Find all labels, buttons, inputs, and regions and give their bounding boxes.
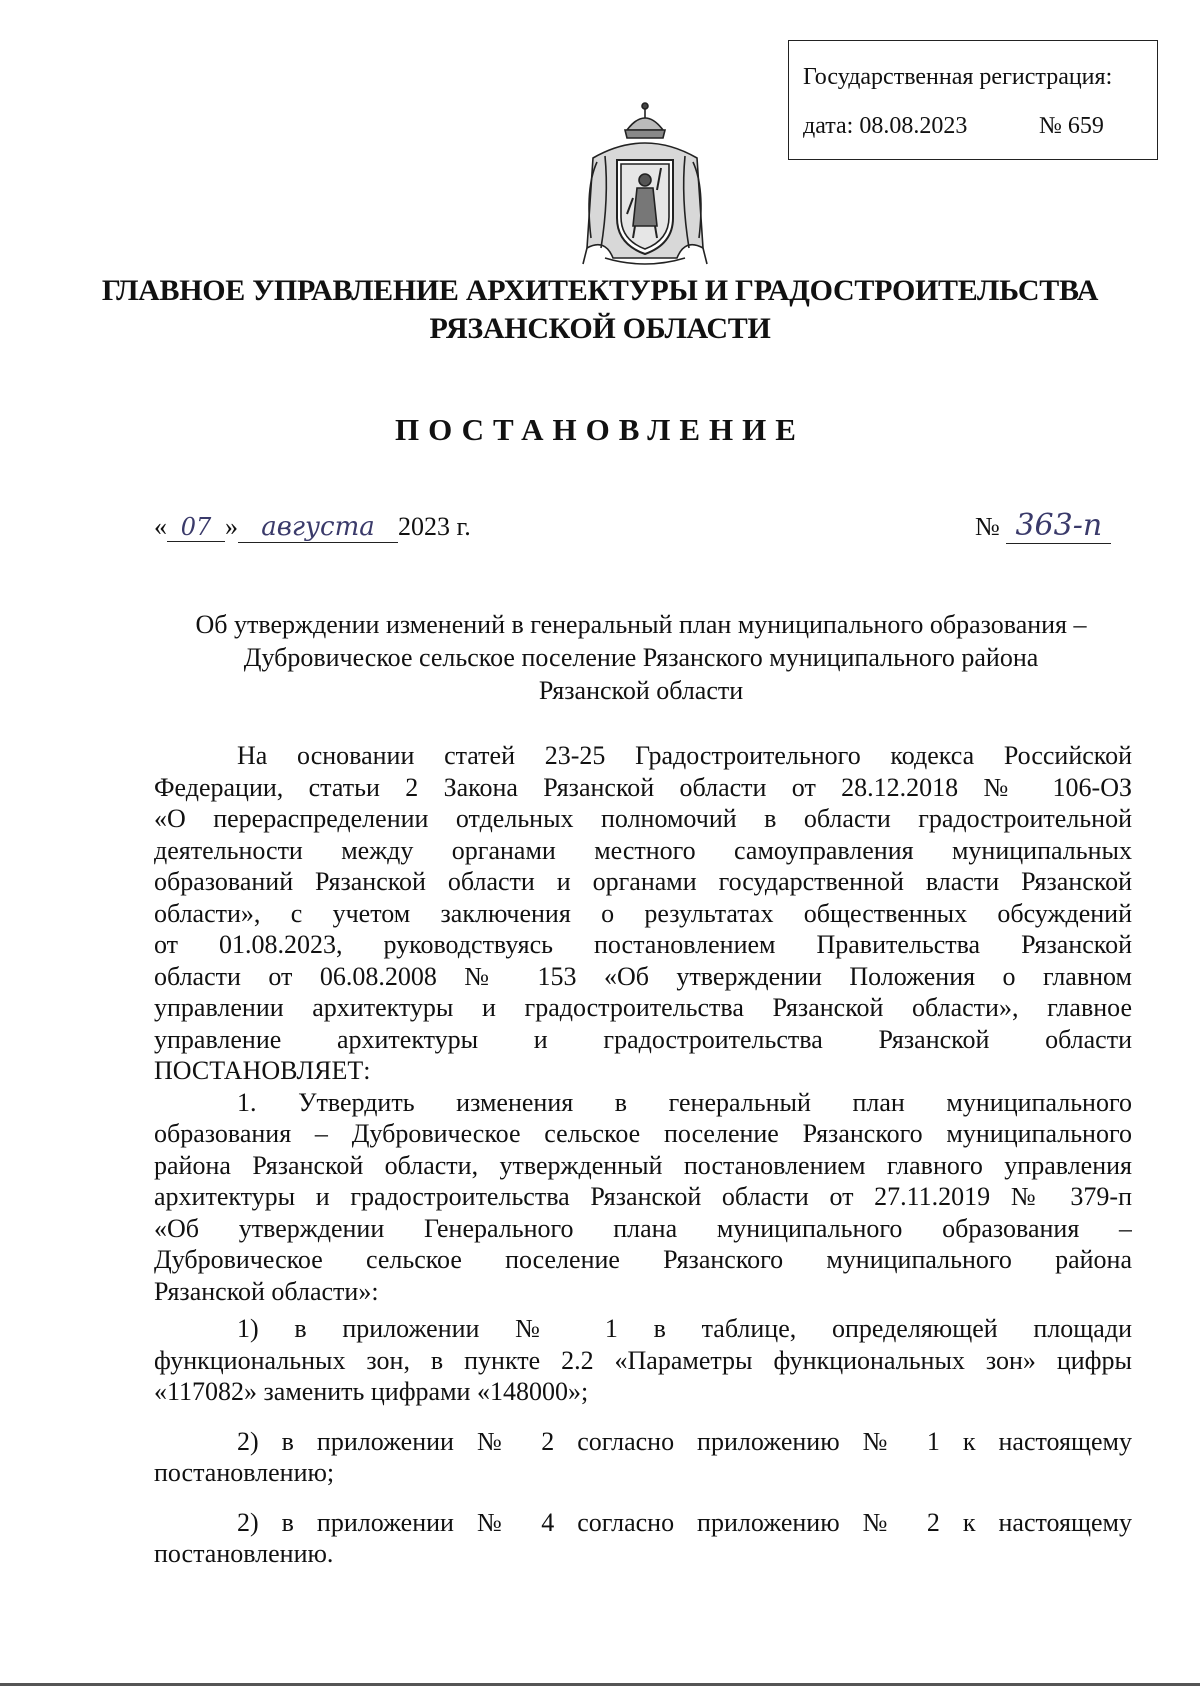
preamble-paragraph	[154, 740, 1132, 1087]
registration-stamp	[788, 40, 1158, 160]
body-line: образований Рязанской области и органами государственной власти Рязанской	[154, 867, 1132, 896]
body-line: области», с учетом заключения о результатах общественных обсуждений	[154, 898, 1132, 928]
body-line: 2) в приложении № 2 согласно приложению № 1 к настоящему	[237, 1426, 1132, 1456]
subject-line: Об утверждении изменений в генеральный план муниципального образования –	[195, 610, 1087, 639]
subject-line: Дубровическое сельское поселение Рязанского муниципального района	[243, 643, 1039, 672]
body-line: управлении архитектуры и градостроительства Рязанской области», главное	[154, 993, 1132, 1022]
subject-line: Рязанской области	[538, 676, 744, 705]
body-line: постановлению;	[154, 1458, 335, 1487]
body-line: архитектуры и градостроительства Рязанской области от 27.11.2019 № 379-п	[154, 1182, 1132, 1211]
number-handwritten: 363-п	[1006, 508, 1111, 544]
item-1-paragraph	[154, 1087, 1132, 1308]
body-line: 1. Утвердить изменения в генеральный план муниципального	[237, 1087, 1132, 1117]
organization-line-2: РЯЗАНСКОЙ ОБЛАСТИ	[429, 312, 771, 345]
body-line: 1) в приложении № 1 в таблице, определяющей площади	[237, 1314, 1132, 1343]
body-line: ПОСТАНОВЛЯЕТ:	[154, 1056, 371, 1085]
date-year: 2023 г.	[398, 512, 471, 541]
body-line: Федерации, статьи 2 Закона Рязанской области от 28.12.2018 № 106-ОЗ	[154, 772, 1132, 802]
date-open-quote: «	[154, 512, 167, 541]
body-line: деятельности между органами местного самоуправления муниципальных	[154, 835, 1132, 865]
scan-bottom-edge	[0, 1683, 1200, 1686]
coat-of-arms-icon	[565, 98, 725, 273]
subitem-2-paragraph	[154, 1426, 1132, 1489]
body-line: «117082» заменить цифрами «148000»;	[154, 1377, 589, 1406]
body-line: района Рязанской области, утвержденный постановлением главного управления	[154, 1150, 1132, 1180]
body-line: 2) в приложении № 4 согласно приложению № 2 к настоящему	[237, 1507, 1132, 1537]
registration-title: Государственная регистрация:	[803, 64, 1113, 90]
registration-number: № 659	[1039, 113, 1104, 139]
registration-date: дата: 08.08.2023	[803, 113, 968, 139]
date-month-handwritten: августа	[238, 512, 398, 543]
body-line: Дубровическое сельское поселение Рязанского муниципального района	[154, 1245, 1132, 1274]
body-line: постановлению.	[154, 1539, 334, 1568]
body-line: Рязанской области»:	[154, 1276, 379, 1306]
body-line: от 01.08.2023, руководствуясь постановлением Правительства Рязанской	[154, 930, 1132, 959]
body-line: На основании статей 23-25 Градостроительного кодекса Российской	[237, 741, 1132, 770]
document-number	[975, 508, 1111, 544]
document-body	[154, 740, 1132, 1570]
body-line: управление архитектуры и градостроительства Рязанской области	[154, 1024, 1132, 1054]
document-subject	[150, 608, 1132, 707]
body-line: «О перераспределении отдельных полномочий в области градостроительной	[154, 804, 1132, 833]
organization-line-1: ГЛАВНОЕ УПРАВЛЕНИЕ АРХИТЕКТУРЫ И ГРАДОСТРОИТЕЛЬСТВА	[101, 274, 1099, 307]
date-day-handwritten: 07	[167, 513, 225, 542]
document-date	[154, 512, 471, 543]
subitem-1-paragraph	[154, 1313, 1132, 1408]
organization-header	[0, 272, 1200, 348]
document-type-title: ПОСТАНОВЛЕНИЕ	[395, 412, 805, 447]
date-close-quote: »	[225, 512, 238, 541]
body-line: области от 06.08.2008 № 153 «Об утверждении Положения о главном	[154, 961, 1132, 991]
body-line: функциональных зон, в пункте 2.2 «Параметры функциональных зон» цифры	[154, 1345, 1132, 1375]
body-line: образования – Дубровическое сельское поселение Рязанского муниципального	[154, 1119, 1132, 1148]
subitem-3-paragraph	[154, 1507, 1132, 1570]
number-prefix: №	[975, 512, 1000, 541]
body-line: «Об утверждении Генерального плана муниципального образования –	[154, 1213, 1132, 1243]
